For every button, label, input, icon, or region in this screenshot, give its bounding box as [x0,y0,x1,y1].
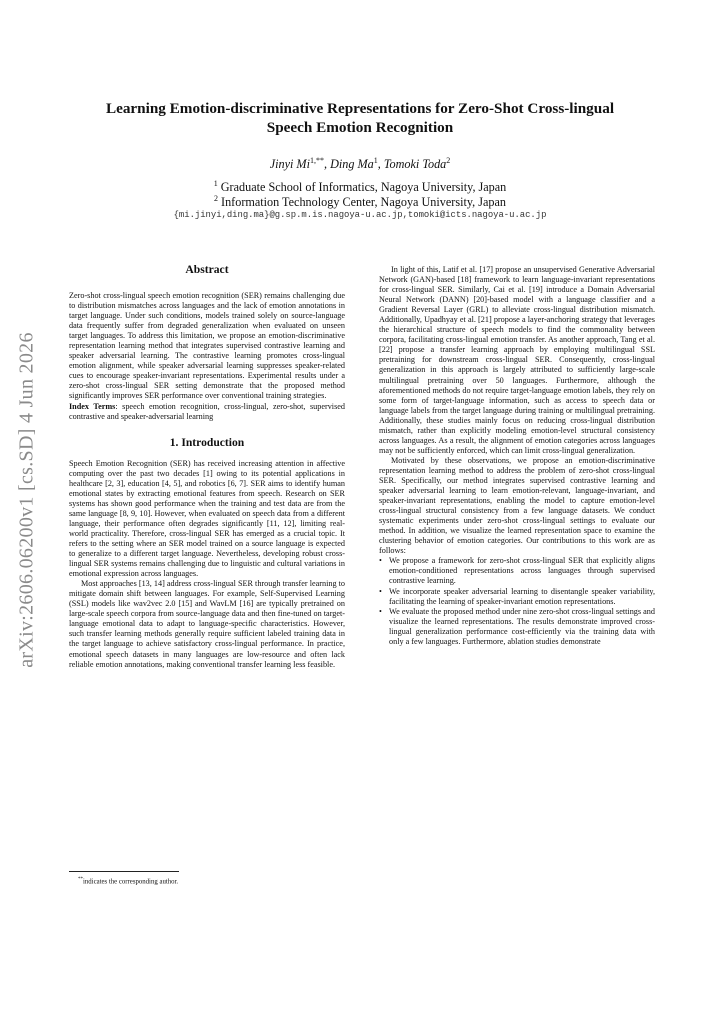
title-line-2: Speech Emotion Recognition [266,119,454,136]
footnote-marker: ** [78,877,83,882]
affiliation-2: $^2$ Information Technology Center, Nagoya University, Japan [213,194,507,210]
paper-title [60,99,660,137]
arxiv-stamp [10,300,44,700]
contribution-list [379,556,655,646]
author-list: Jinyi $Mi^{1,**}$, Ding Ma$^1$, Tomoki Toda$^2$ [269,156,451,172]
author-2-sup: 1 [373,156,378,165]
author-1-sup: 1,** [309,156,324,165]
author-emails: {mi.jinyi,ding.ma}@g.sp.m.is.nagoya-u.ac.jp,tomoki@icts.nagoya-u.ac.jp [173,210,547,220]
intro-paragraph-2: Most approaches [13, 14] address cross-lingual SER through transfer learning to mitigate domain shift between languages. For example, Self-Supervised Learning (SSL) models like wav2vec 2.0 [15] and WavLM [16] are typically pretrained on large-scale speech corpora from source-language data and then fine-tuned on target-language emotional data to adapt to language-specific characteristics. However, such transfer learning methods generally require sufficient labeled training data in the target language to achieve satisfactory cross-lingual performance. In practice, emotional speech datasets in many languages are low-resource and often lack reliable emotion annotations, making conventional transfer learning less feasible. [69,579,345,669]
footnote-rule [69,871,179,872]
author-2: Ding Ma [330,157,374,172]
footnote [78,876,178,886]
author-3-sup: 2 [446,156,451,165]
title-line-1: Learning Emotion-discriminative Representations for Zero-Shot Cross-lingual [105,100,615,117]
author-3: Tomoki Toda [383,157,447,172]
index-terms-text: : speech emotion recognition, cross-lingual, zero-shot, supervised contrastive and speaker-adversarial learning [69,401,345,421]
right-column [379,265,655,647]
index-terms-label: Index Terms [69,401,116,411]
contribution-item: • We evaluate the proposed method under nine zero-shot cross-lingual settings and visualize the learned representations. The results demonstrate improved cross-lingual generalization performance cost-efficiently via the training data with only a few languages. Furthermore, ablation studies demonstrate [379,607,655,647]
author-1: Jinyi Mi [269,157,310,172]
contribution-item: • We propose a framework for zero-shot cross-lingual SER that explicitly aligns emotion-conditioned representations across languages through supervised contrastive learning. [379,556,655,586]
arxiv-identifier: arXiv:2606.06200v1 [cs.SD] 4 Jun 2026 [15,332,38,668]
intro-heading: 1. Introduction [169,435,245,449]
contribution-item: • We incorporate speaker adversarial learning to disentangle speaker variability, facilitating the learning of speaker-invariant emotion representations. [379,587,655,607]
affiliation-1: $^1$ Graduate School of Informatics, Nagoya University, Japan [213,179,507,195]
intro-paragraph-1: Speech Emotion Recognition (SER) has received increasing attention in affective computing over the past two decades [1] owing to its potential applications in healthcare [2, 3], education [4, 5], and robotics [6, 7]. SER aims to identify human emotional states by extracting emotional features from speech. Research on SER systems has shown good performance when the training and test data are from the same language [8, 9, 10]. However, when evaluated on speech data from a different language, their performance often degrades significantly [11, 12], limiting real-world practicality. Therefore, cross-lingual SER has emerged as a crucial topic. It refers to the setting where an SER model trained on a source language is expected to generalize to a different target language. Nevertheless, developing robust cross-lingual SER systems remains challenging due to linguistic and cultural variations in emotional expression across languages. [69,458,345,579]
left-column [69,263,345,670]
footnote-text: indicates the corresponding author. [83,878,179,886]
intro-paragraph-4: Motivated by these observations, we propose an emotion-discriminative representation learning method to address the problem of zero-shot cross-lingual SER. Specifically, our method integrates supervised contrastive learning and speaker adversarial learning to learn emotion-relevant, language-invariant, and speaker-invariant representations, enabling the model to capture emotion-level cross-lingual structural consistency from a few language datasets. We conduct systematic experiments under zero-shot cross-lingual settings to evaluate our method. In addition, we visualize the learned representation space to examine the clustering behavior of emotion categories. Our contributions to this work are as follows: [379,455,655,556]
abstract-body: Zero-shot cross-lingual speech emotion recognition (SER) remains challenging due to distribution mismatches across languages and the lack of emotion annotations in target language. Under such conditions, models trained solely on source-language data frequently suffer from degraded generalization when evaluated on unseen target languages. To address this limitation, we propose an emotion-discriminative representation learning method that integrates supervised contrastive learning and speaker adversarial learning. The contrastive learning promotes cross-lingual emotion alignment, while speaker adversarial learning suppresses speaker-related cues to encourage speaker-invariant representations. Experimental results under a zero-shot cross-lingual SER setting demonstrate that the proposed method significantly improves SER performance over conventional training strategies. [69,291,345,401]
abstract-heading: Abstract [185,263,229,276]
index-terms [69,402,345,422]
intro-paragraph-3: In light of this, Latif et al. [17] propose an unsupervised Generative Adversarial Network (GAN)-based [18] framework to learn language-invariant representations for cross-lingual SER. Similarly, Cai et al. [19] introduce a Domain Adversarial Neural Network (DANN) [20]-based model with a language classifier and a Gradient Reversal Layer (GRL) to alleviate cross-lingual distribution mismatch. Additionally, Upadhyay et al. [21] propose a layer-anchoring strategy that leverages the hierarchical structure of speech models to find the commonality between corpora, facilitating cross-lingual emotion transfer. As another approach, Tang et al. [22] propose a transfer learning approach by employing multilingual SSL pretraining for downstream cross-lingual SER. Consequently, cross-lingual generalization in this approach is largely attributed to sufficiently large-scale multilingual pretraining over 50 languages. Furthermore, although the aforementioned methods do not require target-language emotion labels, they rely on some form of target-language information, such as access to speech data or language labels from the target language during training or multilingual pretraining. Additionally, these studies mainly focus on reducing cross-lingual distribution mismatch, rather than explicitly modeling emotion-level structural consistency across languages. As a result, the alignment of emotion categories across languages may not be sufficiently enforced, which can limit cross-lingual generalization. [379,265,655,455]
